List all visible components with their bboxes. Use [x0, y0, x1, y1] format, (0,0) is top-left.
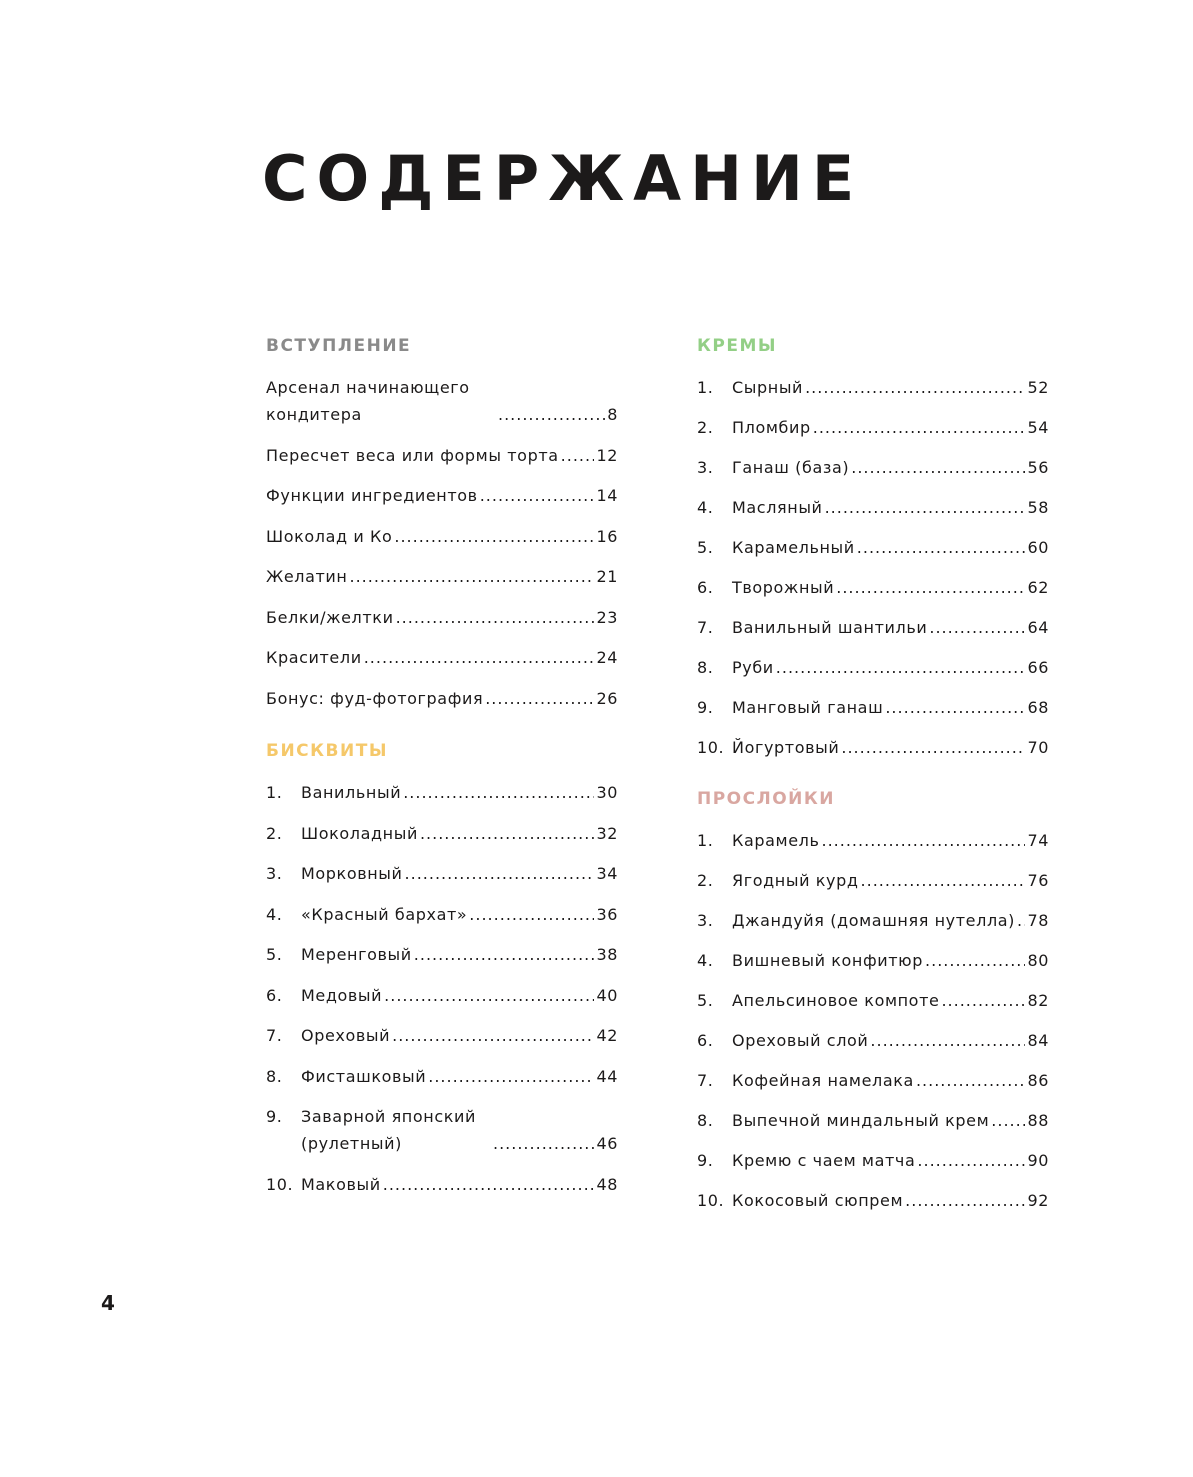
toc-entry-title: Арсенал начинающего кондитера: [266, 378, 470, 424]
toc-entry[interactable]: [266, 820, 618, 847]
toc-entry-title: Джандуйя (домашняя нутелла): [732, 911, 1016, 930]
toc-entry-title: Бонус: фуд-фотография: [266, 688, 484, 708]
leader-dots: [929, 614, 1025, 641]
toc-entry-page: 80: [1027, 951, 1049, 970]
toc-list-layers: [697, 827, 1049, 1214]
toc-entry-title: Пломбир: [732, 418, 811, 437]
leader-dots: [480, 482, 595, 509]
toc-entry-page: 32: [596, 823, 618, 843]
toc-entry-page: 48: [596, 1174, 618, 1194]
toc-entry-number: 3.: [697, 911, 714, 930]
toc-entry-title: Меренговый: [301, 945, 412, 964]
leader-dots: [428, 1063, 594, 1090]
toc-entry-title: Шоколадный: [301, 823, 418, 843]
toc-entry-title: Апельсиновое компоте: [732, 991, 940, 1010]
toc-entry-title: Йогуртовый: [732, 738, 840, 757]
toc-entry[interactable]: [266, 1103, 618, 1157]
toc-entry[interactable]: [697, 414, 1049, 441]
toc-entry-page: 70: [1027, 738, 1049, 757]
leader-dots: [825, 494, 1026, 521]
toc-entry-number: 9.: [697, 1151, 714, 1170]
toc-entry-page: 12: [596, 445, 618, 465]
toc-entry-page: 76: [1027, 871, 1049, 890]
toc-entry-number: 10.: [266, 1174, 294, 1194]
toc-entry-title: Карамельный: [732, 538, 855, 557]
toc-entry-number: 8.: [697, 1111, 714, 1130]
leader-dots: [925, 947, 1025, 974]
toc-entry-title: Красители: [266, 648, 362, 667]
toc-right-column: [697, 334, 1049, 1227]
leader-dots: [493, 1130, 594, 1157]
leader-dots: [383, 1171, 595, 1198]
toc-entry[interactable]: [697, 1107, 1049, 1134]
toc-entry[interactable]: [697, 987, 1049, 1014]
toc-entry[interactable]: [697, 734, 1049, 761]
toc-entry-page: 34: [596, 864, 618, 883]
toc-entry-title: Ванильный шантильи: [732, 618, 928, 637]
toc-entry-title: Ганаш (база): [732, 458, 850, 477]
toc-entry-number: 7.: [697, 1071, 714, 1090]
leader-dots: [851, 454, 1025, 481]
toc-entry-number: 8.: [266, 1066, 283, 1086]
toc-entry[interactable]: [266, 982, 618, 1009]
toc-entry-page: 36: [596, 904, 618, 924]
leader-dots: [1017, 907, 1025, 934]
section-heading-biscuits: БИСКВИТЫ: [266, 741, 388, 761]
toc-entry[interactable]: [697, 1147, 1049, 1174]
toc-entry-number: 5.: [697, 538, 714, 557]
toc-entry-page: 58: [1027, 498, 1049, 517]
leader-dots: [836, 574, 1025, 601]
toc-entry[interactable]: [266, 685, 618, 712]
toc-entry-title: «Красный бархат»: [301, 904, 468, 924]
leader-dots: [822, 827, 1026, 854]
toc-entry-number: 7.: [697, 618, 714, 637]
toc-entry-number: 4.: [697, 498, 714, 517]
section-heading-layers: ПРОСЛОЙКИ: [697, 789, 836, 809]
toc-entry-title: Кремю с чаем матча: [732, 1151, 916, 1170]
toc-entry-number: 5.: [266, 945, 283, 964]
leader-dots: [414, 941, 595, 968]
toc-entry-page: 46: [596, 1134, 618, 1153]
toc-entry[interactable]: [697, 1187, 1049, 1214]
toc-entry-title: Морковный: [301, 864, 403, 883]
toc-entry[interactable]: [697, 494, 1049, 521]
toc-entry-number: 1.: [266, 783, 283, 802]
toc-entry-page: 14: [596, 486, 618, 505]
toc-entry-page: 62: [1027, 578, 1049, 597]
toc-entry-page: 40: [596, 985, 618, 1005]
leader-dots: [776, 654, 1026, 681]
toc-entry-title: Шоколад и Ко: [266, 526, 393, 546]
toc-entry-page: 42: [596, 1026, 618, 1045]
toc-entry-number: 4.: [266, 904, 283, 924]
leader-dots: [991, 1107, 1025, 1134]
toc-entry-title: Масляный: [732, 498, 823, 517]
toc-entry[interactable]: [266, 1171, 618, 1198]
toc-entry[interactable]: [697, 614, 1049, 641]
toc-entry-title: Сырный: [732, 378, 804, 397]
leader-dots: [813, 414, 1026, 441]
toc-entry-page: 64: [1027, 618, 1049, 637]
toc-entry-number: 10.: [697, 1191, 725, 1210]
toc-entry[interactable]: [266, 901, 618, 928]
toc-entry-number: 2.: [697, 418, 714, 437]
toc-entry[interactable]: [697, 374, 1049, 401]
toc-entry-page: 26: [596, 688, 618, 708]
leader-dots: [861, 867, 1026, 894]
leader-dots: [396, 604, 595, 631]
toc-entry-number: 1.: [697, 831, 714, 850]
toc-entry-title: Пересчет веса или формы торта: [266, 445, 559, 465]
toc-entry-page: 66: [1027, 658, 1049, 677]
section-heading-creams: КРЕМЫ: [697, 336, 777, 356]
toc-entry-number: 1.: [697, 378, 714, 397]
toc-entry[interactable]: [266, 941, 618, 968]
toc-entry-title: Творожный: [732, 578, 835, 597]
toc-entry[interactable]: [697, 454, 1049, 481]
leader-dots: [384, 982, 594, 1009]
toc-list-creams: [697, 374, 1049, 761]
leader-dots: [364, 644, 595, 671]
toc-entry[interactable]: [697, 827, 1049, 854]
toc-entry-page: 24: [596, 648, 618, 667]
toc-entry-number: 5.: [697, 991, 714, 1010]
toc-entry-page: 16: [596, 526, 618, 546]
toc-entry-page: 88: [1027, 1111, 1049, 1130]
toc-entry-page: 82: [1027, 991, 1049, 1010]
toc-entry-page: 68: [1027, 698, 1049, 717]
toc-entry[interactable]: [697, 947, 1049, 974]
toc-entry-title: Кофейная намелака: [732, 1071, 914, 1090]
leader-dots: [420, 820, 595, 847]
toc-entry-page: 52: [1027, 378, 1049, 397]
toc-entry-page: 84: [1027, 1031, 1049, 1050]
section-heading-intro: ВСТУПЛЕНИЕ: [266, 336, 412, 356]
toc-entry-title: Ванильный: [301, 783, 402, 802]
toc-entry[interactable]: [266, 604, 618, 631]
toc-entry-number: 2.: [266, 823, 283, 843]
leader-dots: [870, 1027, 1025, 1054]
toc-entry[interactable]: [266, 1063, 618, 1090]
toc-entry-title: Фисташковый: [301, 1066, 427, 1086]
leader-dots: [392, 1022, 594, 1049]
toc-entry-page: 8: [607, 405, 618, 424]
leader-dots: [941, 987, 1025, 1014]
toc-entry[interactable]: [266, 644, 618, 671]
toc-entry-page: 86: [1027, 1071, 1049, 1090]
toc-entry-title: Медовый: [301, 985, 383, 1005]
toc-entry-number: 9.: [266, 1107, 283, 1126]
toc-left-column: [266, 334, 618, 1211]
toc-entry[interactable]: [697, 574, 1049, 601]
toc-entry-page: 92: [1027, 1191, 1049, 1210]
toc-entry[interactable]: [697, 1067, 1049, 1094]
toc-entry[interactable]: [697, 907, 1049, 934]
toc-entry-title: Выпечной миндальный крем: [732, 1111, 990, 1130]
toc-entry-title: Маковый: [301, 1174, 381, 1194]
toc-entry-number: 7.: [266, 1026, 283, 1045]
toc-entry-title: Руби: [732, 658, 774, 677]
toc-entry-page: 21: [596, 567, 618, 586]
toc-entry-title: Функции ингредиентов: [266, 486, 478, 505]
leader-dots: [350, 563, 595, 590]
toc-entry-page: 60: [1027, 538, 1049, 557]
toc-entry-page: 44: [596, 1066, 618, 1086]
toc-entry-title: Белки/желтки: [266, 607, 394, 627]
toc-entry-title: Карамель: [732, 831, 820, 850]
toc-entry-title: Желатин: [266, 567, 348, 586]
toc-entry-number: 2.: [697, 871, 714, 890]
toc-entry-number: 6.: [697, 1031, 714, 1050]
toc-entry[interactable]: [266, 482, 618, 509]
toc-entry-page: 56: [1027, 458, 1049, 477]
toc-entry-title: Ореховый: [301, 1026, 391, 1045]
toc-entry-title: Ореховый слой: [732, 1031, 869, 1050]
leader-dots: [403, 779, 594, 806]
toc-entry-page: 30: [596, 783, 618, 802]
leader-dots: [469, 901, 594, 928]
leader-dots: [917, 1147, 1025, 1174]
toc-entry[interactable]: [266, 523, 618, 550]
leader-dots: [805, 374, 1025, 401]
leader-dots: [916, 1067, 1026, 1094]
toc-entry-number: 8.: [697, 658, 714, 677]
toc-entry-title: Манговый ганаш: [732, 698, 884, 717]
toc-entry[interactable]: [697, 1027, 1049, 1054]
toc-entry[interactable]: [266, 563, 618, 590]
toc-entry-page: 23: [596, 607, 618, 627]
toc-entry-page: 90: [1027, 1151, 1049, 1170]
leader-dots: [841, 734, 1025, 761]
leader-dots: [905, 1187, 1025, 1214]
toc-entry-number: 9.: [697, 698, 714, 717]
toc-entry-number: 3.: [697, 458, 714, 477]
page-number: 4: [101, 1291, 115, 1315]
toc-entry-number: 6.: [697, 578, 714, 597]
toc-entry-page: 38: [596, 945, 618, 964]
toc-entry-number: 3.: [266, 864, 283, 883]
leader-dots: [394, 523, 594, 550]
page-title: СОДЕРЖАНИЕ: [262, 142, 864, 215]
leader-dots: [485, 685, 594, 712]
toc-list-biscuits: [266, 779, 618, 1198]
toc-entry[interactable]: [697, 654, 1049, 681]
toc-entry[interactable]: [697, 694, 1049, 721]
toc-entry-title: Вишневый конфитюр: [732, 951, 924, 970]
toc-entry-number: 4.: [697, 951, 714, 970]
toc-entry-title: Кокосовый сюпрем: [732, 1191, 904, 1210]
toc-entry-page: 74: [1027, 831, 1049, 850]
toc-entry[interactable]: [266, 442, 618, 469]
leader-dots: [405, 860, 595, 887]
toc-entry[interactable]: [266, 779, 618, 806]
leader-dots: [498, 401, 605, 428]
toc-entry-number: 6.: [266, 985, 283, 1005]
leader-dots: [561, 442, 595, 469]
toc-entry[interactable]: [266, 374, 618, 428]
toc-entry[interactable]: [697, 867, 1049, 894]
leader-dots: [857, 534, 1026, 561]
toc-entry-page: 78: [1027, 911, 1049, 930]
toc-entry-title: Заварной японский (рулетный): [301, 1107, 476, 1153]
toc-list-intro: [266, 374, 618, 712]
toc-entry[interactable]: [266, 860, 618, 887]
leader-dots: [885, 694, 1025, 721]
toc-entry-number: 10.: [697, 738, 725, 757]
toc-entry-page: 54: [1027, 418, 1049, 437]
toc-entry[interactable]: [266, 1022, 618, 1049]
toc-entry-title: Ягодный курд: [732, 871, 859, 890]
toc-entry[interactable]: [697, 534, 1049, 561]
